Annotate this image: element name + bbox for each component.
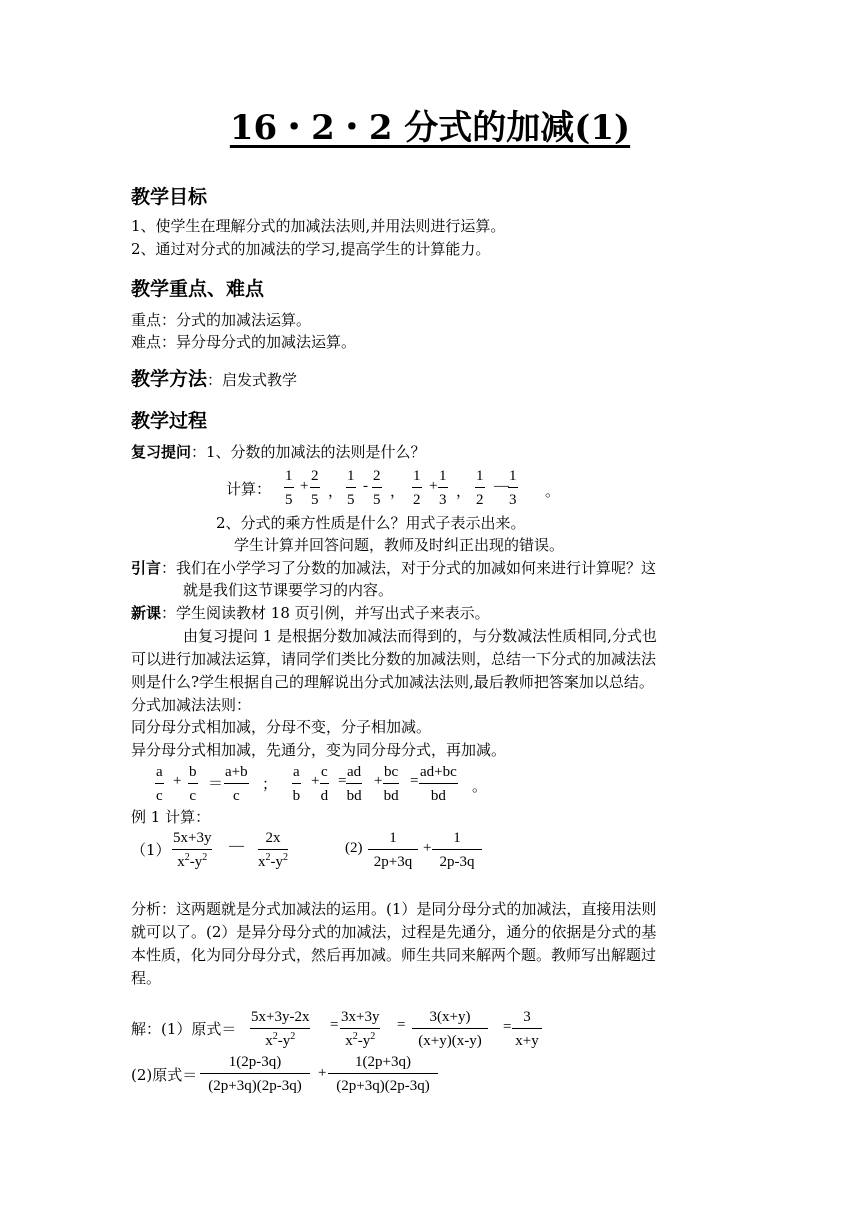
rule-op-8: 。 [472,779,488,795]
calc-frac-1: 1 5 [285,468,293,508]
calc-frac-6: 1 3 [439,468,447,508]
calc-frac-2: 2 5 [311,468,319,508]
key-point-1: 重点：分式的加减法运算。 [131,311,312,329]
page-title: 16・2・2 分式的加减(1) [229,108,631,148]
calc-frac-5: 1 2 [413,468,421,508]
review-label: 复习提问 [131,443,192,461]
rule-op-1: + [173,773,182,789]
solution-1-op-3: = [503,1019,512,1035]
key-point-2: 难点：异分母分式的加减法运算。 [131,333,357,351]
new-lesson-para-2: 可以进行加减法运算，请同学们类比分数的加减法则，总结一下分式的加减法法 [131,650,657,668]
example-frac-4: 1 2p-3q [432,829,482,871]
review-line-1 [131,441,426,463]
rule-frac-b-c: b c [189,764,197,804]
solution-1-frac-4: 3 x+y [512,1008,542,1050]
rule-frac-result: ad+bc bd [420,764,457,804]
goal-item-2: 2、通过对分式的加减法的学习,提高学生的计算能力。 [131,240,491,258]
rule-op-4: + [311,773,320,789]
intro-line-2: 就是我们这节课要学习的内容。 [183,581,394,599]
analysis-line-3: 本性质，化为同分母分式，然后再加减。师生共同来解两个题。教师写出解题过 [131,946,657,964]
solution-2-label: (2)原式＝ [131,1066,198,1084]
example-label: 例 1 计算： [131,808,211,826]
review-note: 学生计算并回答问题，教师及时纠正出现的错误。 [234,536,565,554]
calc-op-5: + [429,478,438,494]
process-heading: 教学过程 [131,410,208,432]
analysis-line-2: 就可以了。(2）是异分母分式的加减法，过程是先通分，通分的依据是分式的基 [131,923,657,941]
example-frac-3: 1 2p+3q [368,829,418,871]
new-lesson-para-3: 则是什么?学生根据自己的理解说出分式加减法法则,最后教师把答案加以总结。 [131,673,654,691]
solution-1-op-1: = [330,1017,339,1033]
rule-frac-a-c: a c [156,764,163,804]
new-lesson-label: 新课 [131,604,162,622]
rule-title: 分式加减法法则： [131,696,252,714]
solution-1-frac-1: 5x+3y-2x $x^2-y^2$ [251,1009,310,1049]
calc-op-3: - [363,478,368,494]
method-text: ：启发式教学 [207,371,298,389]
calc-op-8: 。 [545,484,561,500]
goals-heading: 教学目标 [131,186,208,208]
method-line [131,364,297,391]
solution-2-frac-2: 1(2p+3q) (2p+3q)(2p-3q) [328,1053,438,1095]
rule-frac-ad-bd: ad bd [346,764,362,804]
goal-item-1: 1、使学生在理解分式的加减法法则,并用法则进行运算。 [131,217,506,235]
example-plus: + [423,840,432,856]
intro-label: 引言 [131,559,162,577]
review-q1: ：1、分数的加减法的法则是什么？ [191,443,426,461]
solution-2-op: + [318,1065,327,1081]
example-frac-2: 2x $x^2-y^2$ [258,830,288,870]
example-frac-1: 5x+3y $x^2-y^2$ [173,830,212,870]
solution-1-frac-3: 3(x+y) (x+y)(x-y) [412,1008,488,1050]
example-part-1-label: （1） [131,841,171,859]
rule-frac-sum: a+b c [225,764,248,804]
example-minus: — [229,838,244,854]
calc-frac-3: 1 5 [347,468,355,508]
calc-op-2: ， [328,484,344,500]
solution-1-label: 解：(1）原式＝ [131,1020,237,1038]
rule-op-3: ； [262,777,278,793]
new-lesson-line-1: 新课：学生阅读教材 18 页引例，并写出式子来表示。 [131,604,490,622]
review-q2: 2、分式的乘方性质是什么？用式子表示出来。 [216,514,526,532]
analysis-line-1: 分析：这两题就是分式加减法的运用。(1）是同分母分式的加减法，直接用法则 [131,900,657,918]
rule-frac-a-b: a b [292,764,301,804]
calc-frac-8: 1 3 [509,468,517,508]
new-lesson-para-1: 由复习提问 1 是根据分数加减法而得到的，与分数减法性质相同,分式也 [183,627,657,645]
calc-frac-7: 1 2 [476,468,484,508]
solution-2-frac-1: 1(2p-3q) (2p+3q)(2p-3q) [200,1053,310,1095]
method-heading: 教学方法 [131,368,208,390]
calc-op-4: ， [390,484,406,500]
rule-frac-bc-bd: bc bd [383,764,399,804]
rule-op-6: + [374,773,383,789]
rule-op-2: ＝ [208,776,224,792]
calc-label: 计算： [226,480,272,498]
calc-frac-4: 2 5 [373,468,381,508]
example-part-2-label: (2) [345,840,363,856]
calc-op-6: ， [456,484,472,500]
rule-different-denominator: 异分母分式相加减，先通分，变为同分母分式，再加减。 [131,741,507,759]
rule-op-7: = [410,773,419,789]
calc-op-1: + [300,478,309,494]
rule-same-denominator: 同分母分式相加减，分母不变，分子相加减。 [131,718,432,736]
solution-1-op-2: = [397,1017,406,1033]
rule-frac-c-d: c d [320,764,329,804]
intro-line-1: 引言：我们在小学学习了分数的加减法，对于分式的加减如何来进行计算呢？这 [131,559,657,577]
solution-1-frac-2: 3x+3y $x^2-y^2$ [341,1009,380,1049]
calc-op-7: — [494,478,509,494]
analysis-line-4: 程。 [131,969,162,987]
key-points-heading: 教学重点、难点 [131,278,265,300]
rule-op-5: = [338,773,347,789]
